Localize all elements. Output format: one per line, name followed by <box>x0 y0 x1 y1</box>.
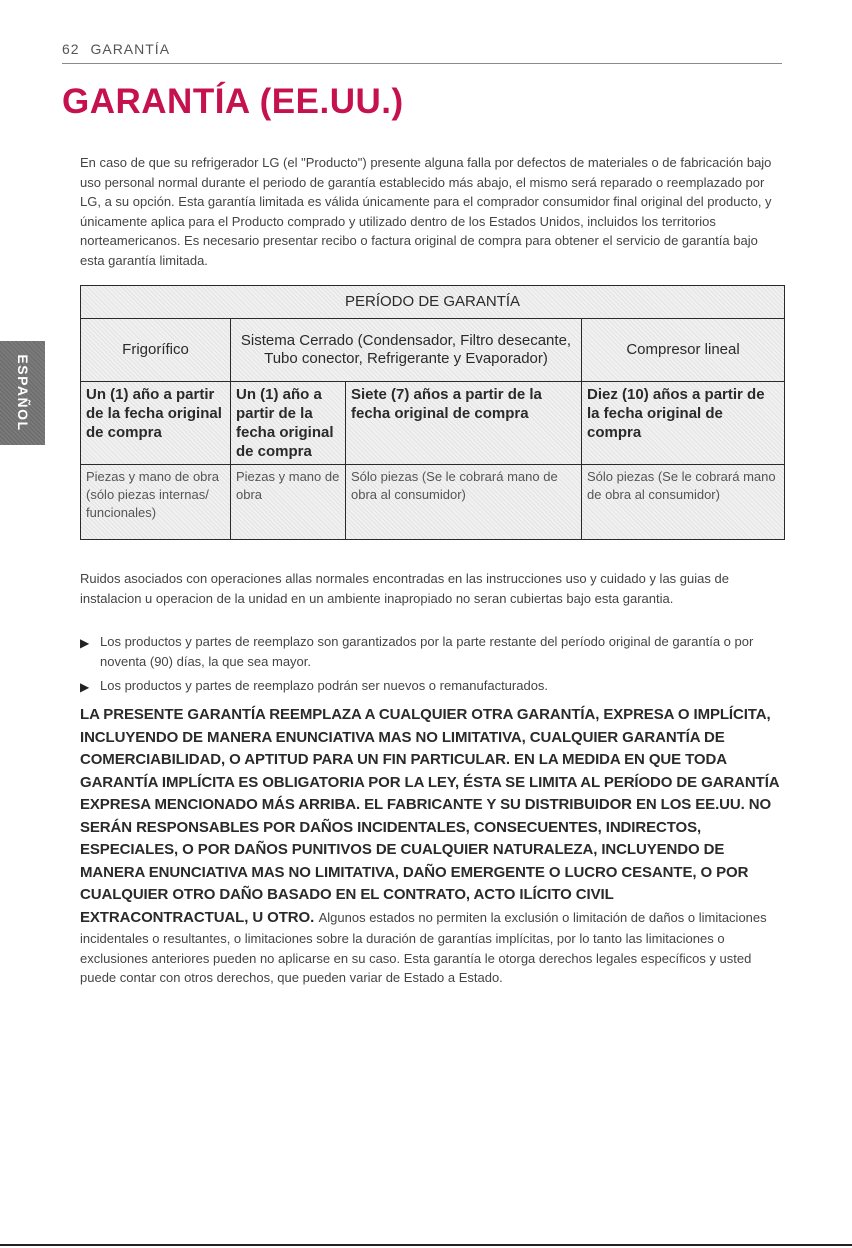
coverage-cell: Piezas y mano de obra (sólo piezas internas/ funcionales) <box>81 465 231 540</box>
legal-disclaimer-caps: LA PRESENTE GARANTÍA REEMPLAZA A CUALQUIER OTRA GARANTÍA, EXPRESA O IMPLÍCITA, INCLUYENDO DE MANERA ENUNCIATIVA MAS NO LIMITATIVA, CUALQUIER GARANTÍA DE COMERCIABILIDAD, O APTITUD PARA UN FIN PARTICULAR. EN LA MEDIDA EN QUE TODA GARANTÍA IMPLÍCITA ES OBLIGATORIA POR LA LEY, ÉSTA SE LIMITA AL PERÍODO DE GARANTÍA EXPRESA MENCIONADO MÁS ARRIBA. EL FABRICANTE Y SU DISTRIBUIDOR EN LOS EE.UU. NO SERÁN RESPONSABLES POR DAÑOS INCIDENTALES, CONSECUENTES, INDIRECTOS, ESPECIALES, O POR DAÑOS PUNITIVOS DE CUALQUIER NATURALEZA, INCLUYENDO DE MANERA ENUNCIATIVA MAS NO LIMITATIVA, DAÑO EMERGENTE O LUCRO CESANTE, O POR CUALQUIER OTRO DAÑO BASADO EN EL CONTRATO, ACTO ILÍCITO CIVIL EXTRACONTRACTUAL, U OTRO. <box>80 706 779 926</box>
legal-disclaimer <box>80 704 785 988</box>
bullet-item <box>80 632 785 671</box>
language-tab <box>0 341 45 445</box>
legal-disclaimer-tail: Algunos estados no permiten la exclusión o limitación de daños o limitaciones incidentales o resultantes, o limitaciones sobre la duración de garantías implícitas, por lo tanto las limitaciones o exclusiones anteriores pueden no aplicarse en su caso. Esta garantía le otorga derechos legales específicos y usted puede contar con otros derechos, que pueden variar de Estado a Estado. <box>80 909 767 985</box>
page-title: GARANTÍA (EE.UU.) <box>62 82 404 121</box>
warranty-period-table <box>80 285 785 540</box>
bullet-text: Los productos y partes de reemplazo podrán ser nuevos o remanufacturados. <box>100 678 549 693</box>
period-cell: Siete (7) años a partir de la fecha original de compra <box>346 382 582 465</box>
category-cell: Frigorífico <box>81 319 231 382</box>
page-header <box>62 41 782 64</box>
bullet-text: Los productos y partes de reemplazo son garantizados por la parte restante del período original de garantía o por noventa (90) días, la que sea mayor. <box>100 634 754 669</box>
coverage-cell: Sólo piezas (Se le cobrará mano de obra al consumidor) <box>346 465 582 540</box>
category-cell: Sistema Cerrado (Condensador, Filtro desecante, Tubo conector, Refrigerante y Evaporador) <box>231 319 582 382</box>
period-cell: Un (1) año a partir de la fecha original de compra <box>231 382 346 465</box>
category-cell: Compresor lineal <box>582 319 785 382</box>
table-header: PERÍODO DE GARANTÍA <box>81 286 785 319</box>
bottom-rule <box>0 1244 852 1246</box>
coverage-cell: Piezas y mano de obra <box>231 465 346 540</box>
period-cell: Un (1) año a partir de la fecha original de compra <box>81 382 231 465</box>
bullet-item <box>80 676 785 696</box>
noise-note: Ruidos asociados con operaciones allas normales encontradas en las instrucciones uso y cuidado y las guias de instalacion u operacion de la unidad en un ambiente inapropiado no seran cubiertas bajo esta garantia. <box>80 571 729 606</box>
arrow-bullet-icon: ▶ <box>80 680 90 694</box>
coverage-cell: Sólo piezas (Se le cobrará mano de obra al consumidor) <box>582 465 785 540</box>
page-number: 62 <box>62 41 80 57</box>
period-cell: Diez (10) años a partir de la fecha original de compra <box>582 382 785 465</box>
section-label: GARANTÍA <box>90 41 171 57</box>
arrow-bullet-icon: ▶ <box>80 636 90 650</box>
intro-paragraph: En caso de que su refrigerador LG (el "Producto") presente alguna falla por defectos de materiales o de fabricación bajo uso personal normal durante el periodo de garantía establecido más abajo, el mismo será reparado o reemplazado por LG, a su opción. Esta garantía limitada es válida únicamente para el comprador consumidor final original del producto, y únicamente aplica para el Producto comprado y utilizado dentro de los Estados Unidos, incluidos los territorios norteamericanos. Es necesario presentar recibo o factura original de compra para obtener el servicio de garantía bajo esta garantía limitada. <box>80 155 772 268</box>
language-tab-label: ESPAÑOL <box>14 354 31 432</box>
